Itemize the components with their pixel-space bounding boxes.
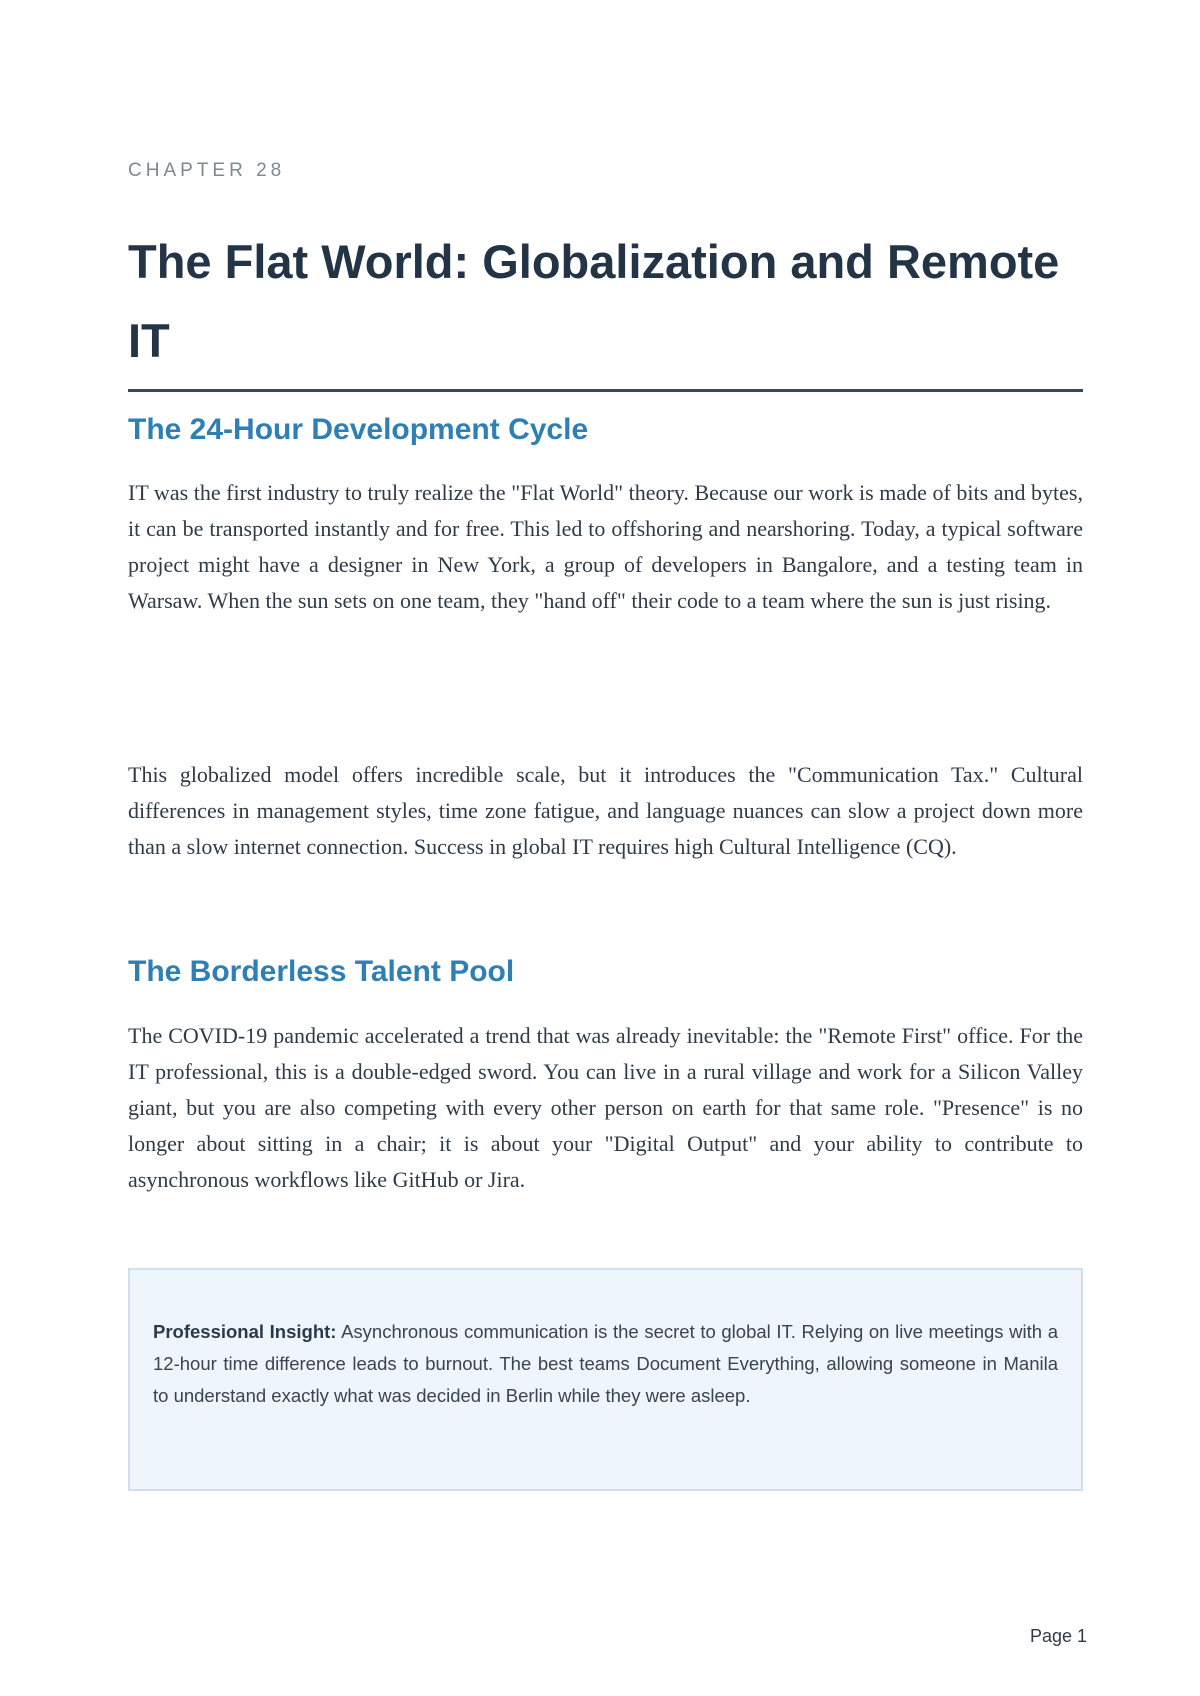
insight-text-block [153, 1316, 1058, 1412]
page-number: Page 1 [1030, 1626, 1088, 1646]
paragraph-remote-first: The COVID-19 pandemic accelerated a trend that was already inevitable: the "Remote First" office. For the IT professional, this is a double-edged sword. You can live in a rural village and work for a Silicon Valley giant, but you are also competing with every other person on earth for that same role. "Presence" is no longer about sitting in a chair; it is about your "Digital Output" and your ability to contribute to asynchronous workflows like GitHub or Jira. [128, 1023, 1083, 1192]
insight-label: Professional Insight: [153, 1321, 337, 1342]
insight-body: Asynchronous communication is the secret to global IT. Relying on live meetings with a 12-hour time difference leads to burnout. The best teams Document Everything, allowing someone in Manila to understand exactly what was decided in Berlin while they were asleep. [153, 1321, 1058, 1406]
chapter-title: The Flat World: Globalization and Remote IT [128, 235, 1060, 367]
chapter-label: CHAPTER 28 [128, 160, 286, 181]
title-divider [128, 389, 1083, 392]
paragraph-communication-tax: This globalized model offers incredible scale, but it introduces the "Communication Tax." Cultural differences in management styles, time zone fatigue, and language nuances can slow a project down more than a slow internet connection. Success in global IT requires high Cultural Intelligence (CQ). [128, 762, 1083, 859]
paragraph-flat-world: IT was the first industry to truly realize the "Flat World" theory. Because our work is made of bits and bytes, it can be transported instantly and for free. This led to offshoring and nearshoring. Today, a typical software project might have a designer in New York, a group of developers in Bangalore, and a testing team in Warsaw. When the sun sets on one team, they "hand off" their code to a team where the sun is just rising. [128, 480, 1083, 613]
section-heading-talent-pool: The Borderless Talent Pool [128, 955, 515, 988]
section-heading-development-cycle: The 24-Hour Development Cycle [128, 413, 589, 446]
professional-insight-callout [128, 1268, 1083, 1491]
